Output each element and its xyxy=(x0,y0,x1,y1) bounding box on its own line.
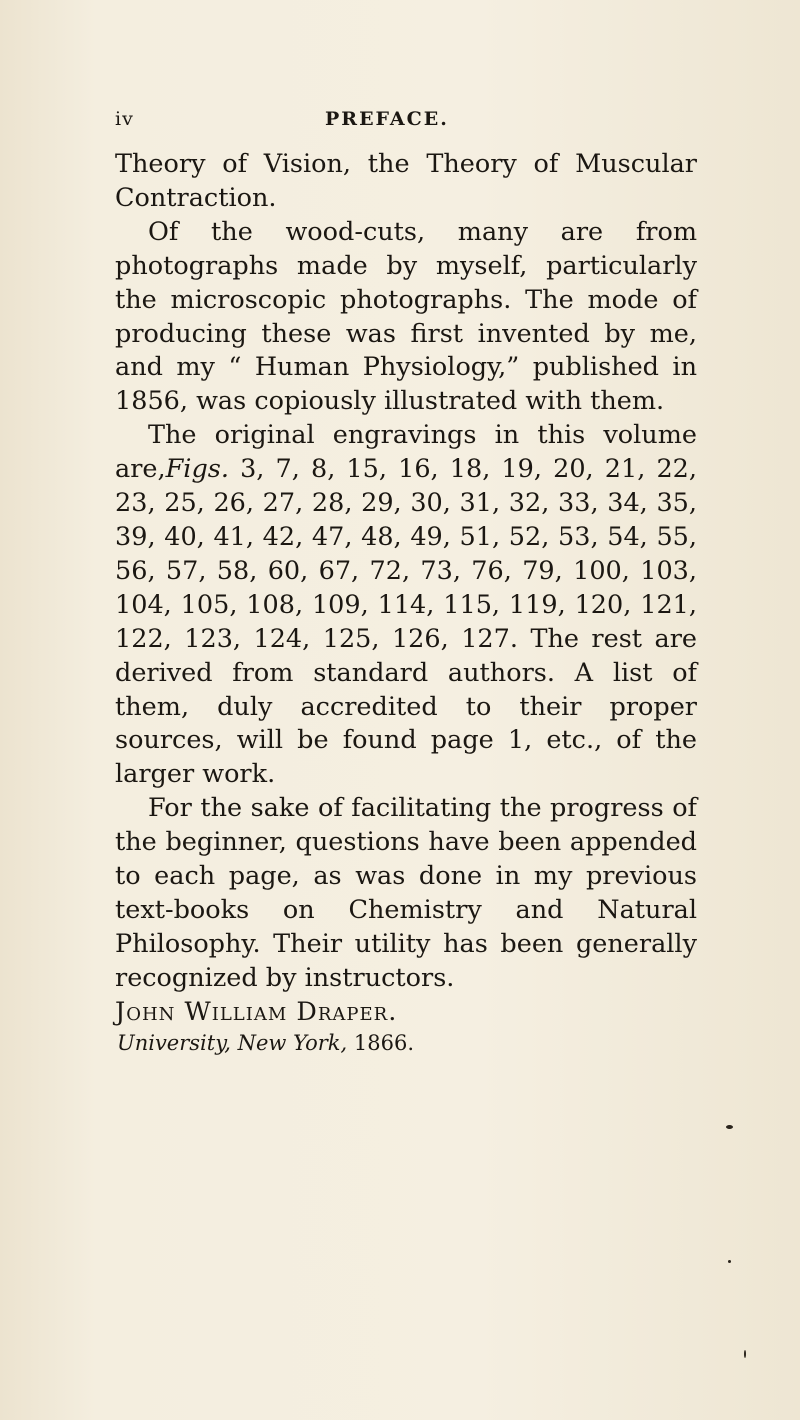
ink-speck xyxy=(726,1125,733,1129)
paragraph-woodcuts: Of the wood-cuts, many are from photographs made by myself, particularly the microscopic photographs. The mode of producing these was first invented by me, and my “ Human Physiology,” published in 1856, was copiously illustrated with them. xyxy=(115,216,697,417)
paragraph-questions: For the sake of facilitating the progress of the beginner, questions have been appended to each page, as was done in my previous text-books on Chemistry and Natural Philosophy. Their utility has been generally recognized by instructors. xyxy=(115,793,697,993)
signature-place-text: University, New York, xyxy=(117,1030,348,1055)
figs-label: Figs. xyxy=(165,454,229,485)
signature-place xyxy=(115,1030,697,1056)
author-signature: John William Draper. xyxy=(115,996,398,1027)
paragraph-theory: Theory of Vision, the Theory of Muscular Contraction. xyxy=(115,149,697,213)
signature-year: 1866. xyxy=(353,1030,415,1055)
engravings-figure-list: 3, 7, 8, 15, 16, 18, 19, 20, 21, 22, 23, 25, 26, 27, 28, 29, 30, 31, 32, 33, 34, 35, 39, 40, 41, 42, 47, 48, 49, 51, 52, 53, 54, 55, 56, 57, 58, 60, 67, 72, 73, 76, 79, 100, 103, 104, 105, 108, 109, 114, 115, 119, 120, 121, 122, 123, 124, 125, 126, 127. The rest are derived from standard authors. A list of them, duly accredited to their proper sources, will be found page 1, etc., of the larger work. xyxy=(115,454,697,790)
paragraph-engravings xyxy=(115,419,697,792)
ink-speck xyxy=(744,1350,746,1358)
running-head: PREFACE. xyxy=(325,108,449,130)
preface-body xyxy=(115,148,697,1056)
engravings-lead: The original engravings in this volume are, xyxy=(115,420,697,485)
ink-speck xyxy=(728,1260,731,1263)
page-number: iv xyxy=(115,108,134,130)
page-header xyxy=(115,108,695,138)
